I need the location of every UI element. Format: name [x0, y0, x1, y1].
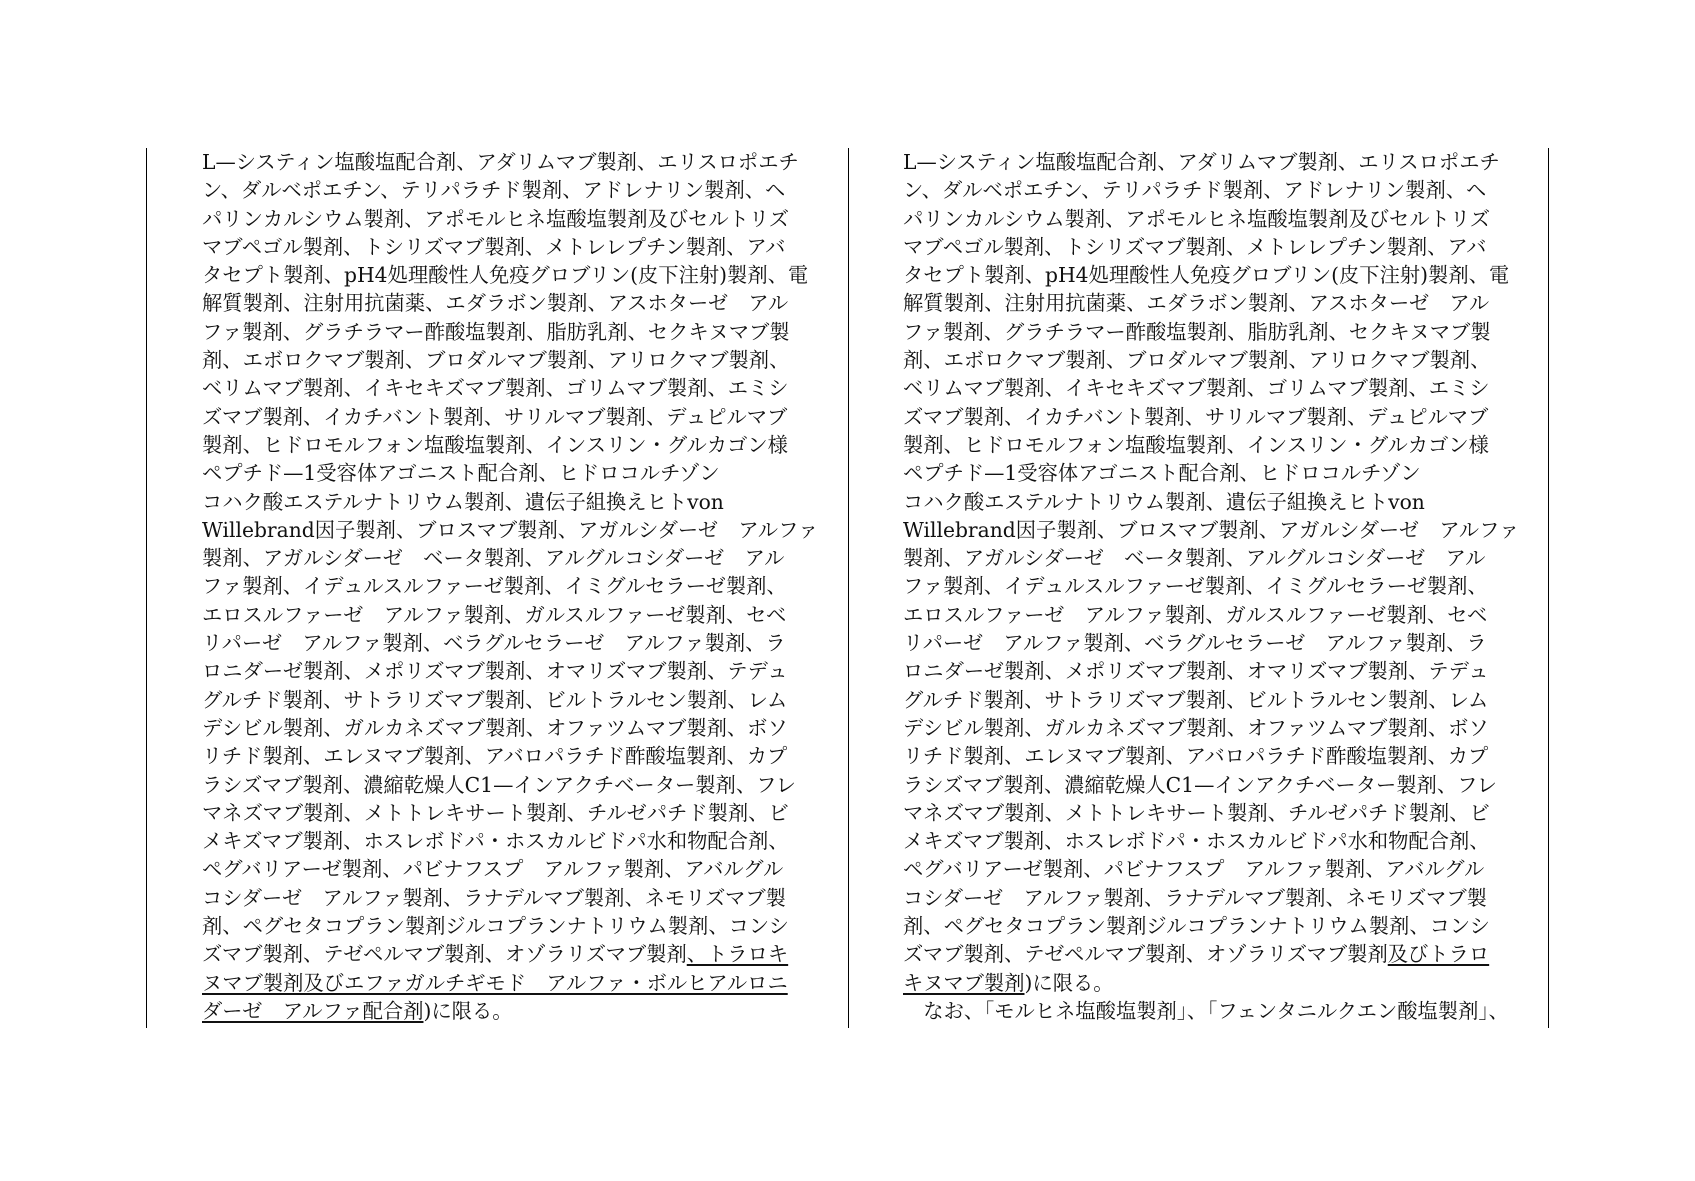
text-segment: 解質製剤、注射用抗菌薬、エダラボン製剤、アスホターゼ アル: [903, 291, 1490, 316]
text-segment: 解質製剤、注射用抗菌薬、エダラボン製剤、アスホターゼ アル: [202, 291, 789, 316]
text-segment: 剤、エボロクマブ製剤、ブロダルマブ製剤、アリロクマブ製剤、: [903, 348, 1491, 373]
text-segment: ペグバリアーゼ製剤、パビナフスプ アルファ製剤、アバルグル: [202, 857, 784, 882]
text-segment: コシダーゼ アルファ製剤、ラナデルマブ製剤、ネモリズマブ製: [202, 885, 786, 910]
text-segment: タセプト製剤、pH4処理酸性人免疫グロブリン(皮下注射)製剤、電: [202, 263, 809, 288]
text-line: [202, 969, 838, 997]
text-segment: エロスルファーゼ アルファ製剤、ガルスルファーゼ製剤、セベ: [903, 602, 1488, 627]
text-line: [903, 855, 1539, 883]
text-line: [202, 572, 838, 600]
text-segment: ロニダーゼ製剤、メポリズマブ製剤、オマリズマブ製剤、テデュ: [202, 659, 788, 684]
text-segment: L—システィン塩酸塩配合剤、アダリムマブ製剤、エリスロポエチ: [903, 150, 1500, 174]
text-segment: パリンカルシウム製剤、アポモルヒネ塩酸塩製剤及びセルトリズ: [202, 206, 790, 231]
text-line: [202, 657, 838, 685]
text-segment: 製剤、ヒドロモルフォン塩酸塩製剤、インスリン・グルカゴン様: [202, 432, 788, 457]
text-line: [202, 148, 838, 176]
text-line: [202, 233, 838, 261]
left-column-text: [202, 148, 838, 1025]
center-divider-rule: [848, 148, 849, 1028]
text-segment: エロスルファーゼ アルファ製剤、ガルスルファーゼ製剤、セベ: [202, 602, 787, 627]
text-segment: 剤、ペグセタコプラン製剤ジルコプランナトリウム製剤、コンシ: [202, 914, 789, 939]
text-segment: 製剤、ヒドロモルフォン塩酸塩製剤、インスリン・グルカゴン様: [903, 432, 1489, 457]
text-line: [903, 997, 1539, 1025]
text-segment: )に限る。: [423, 998, 513, 1023]
text-segment: 製剤、アガルシダーゼ ベータ製剤、アルグルコシダーゼ アル: [202, 546, 785, 571]
underlined-text: キヌマブ製剤: [903, 970, 1025, 995]
text-line: [202, 827, 838, 855]
text-line: [903, 771, 1539, 799]
text-line: [903, 969, 1539, 997]
text-line: [903, 544, 1539, 572]
text-line: [202, 601, 838, 629]
underlined-text: ヌマブ製剤及びエファガルチギモド アルファ・ボルヒアルロニ: [202, 970, 788, 995]
text-segment: メキズマブ製剤、ホスレボドパ・ホスカルビドパ水和物配合剤、: [903, 829, 1490, 854]
text-segment: 剤、ペグセタコプラン製剤ジルコプランナトリウム製剤、コンシ: [903, 914, 1490, 939]
text-line: [903, 686, 1539, 714]
underlined-text: 及びトラロ: [1387, 942, 1490, 967]
text-segment: マブペゴル製剤、トシリズマブ製剤、メトレレプチン製剤、アバ: [202, 234, 786, 259]
text-segment: L—システィン塩酸塩配合剤、アダリムマブ製剤、エリスロポエチ: [202, 150, 799, 174]
text-line: [202, 742, 838, 770]
text-line: [202, 516, 838, 544]
text-line: [202, 176, 838, 204]
text-segment: ラシズマブ製剤、濃縮乾燥人C1—インアクチベーター製剤、フレ: [903, 772, 1497, 797]
text-line: [202, 884, 838, 912]
text-segment: デシビル製剤、ガルカネズマブ製剤、オファツムマブ製剤、ボソ: [202, 715, 788, 740]
text-line: [903, 657, 1539, 685]
underlined-text: ダーゼ アルファ配合剤: [202, 998, 424, 1023]
text-line: [202, 940, 838, 968]
text-segment: ペプチド—1受容体アゴニスト配合剤、ヒドロコルチゾン: [202, 461, 720, 486]
text-segment: ファ製剤、グラチラマー酢酸塩製剤、脂肪乳剤、セクキヌマブ製: [903, 319, 1491, 344]
text-segment: パリンカルシウム製剤、アポモルヒネ塩酸塩製剤及びセルトリズ: [903, 206, 1491, 231]
text-line: [903, 572, 1539, 600]
text-segment: マブペゴル製剤、トシリズマブ製剤、メトレレプチン製剤、アバ: [903, 234, 1487, 259]
text-line: [903, 205, 1539, 233]
text-line: [202, 374, 838, 402]
text-line: [903, 233, 1539, 261]
text-segment: ベリムマブ製剤、イキセキズマブ製剤、ゴリムマブ製剤、エミシ: [202, 376, 789, 401]
text-line: [903, 629, 1539, 657]
text-segment: タセプト製剤、pH4処理酸性人免疫グロブリン(皮下注射)製剤、電: [903, 263, 1510, 288]
text-line: [202, 629, 838, 657]
text-segment: Willebrand因子製剤、ブロスマブ製剤、アガルシダーゼ アルファ: [202, 517, 819, 542]
text-line: [202, 289, 838, 317]
text-segment: デシビル製剤、ガルカネズマブ製剤、オファツムマブ製剤、ボソ: [903, 715, 1489, 740]
text-line: [202, 771, 838, 799]
text-line: [903, 799, 1539, 827]
left-border-rule: [146, 148, 147, 1028]
text-line: [202, 799, 838, 827]
text-segment: ン、ダルベポエチン、テリパラチド製剤、アドレナリン製剤、ヘ: [202, 178, 786, 203]
text-line: [202, 403, 838, 431]
text-segment: ファ製剤、イデュルスルファーゼ製剤、イミグルセラーゼ製剤、: [202, 574, 787, 599]
text-line: [202, 261, 838, 289]
text-line: [903, 714, 1539, 742]
text-segment: ズマブ製剤、テゼペルマブ製剤、オゾラリズマブ製剤: [903, 942, 1388, 967]
text-segment: マネズマブ製剤、メトトレキサート製剤、チルゼパチド製剤、ビ: [202, 800, 789, 825]
text-segment: コハク酸エステルナトリウム製剤、遺伝子組換えヒトvon: [903, 489, 1425, 514]
text-line: [903, 346, 1539, 374]
text-segment: リチド製剤、エレヌマブ製剤、アバロパラチド酢酸塩製剤、カプ: [903, 744, 1489, 769]
text-segment: コハク酸エステルナトリウム製剤、遺伝子組換えヒトvon: [202, 489, 724, 514]
text-segment: ロニダーゼ製剤、メポリズマブ製剤、オマリズマブ製剤、テデュ: [903, 659, 1489, 684]
text-line: [202, 714, 838, 742]
text-segment: ズマブ製剤、イカチバント製剤、サリルマブ製剤、デュピルマブ: [903, 404, 1489, 429]
text-line: [202, 431, 838, 459]
text-segment: )に限る。: [1024, 970, 1114, 995]
text-line: [903, 459, 1539, 487]
text-line: [202, 488, 838, 516]
text-segment: ン、ダルベポエチン、テリパラチド製剤、アドレナリン製剤、ヘ: [903, 178, 1487, 203]
text-line: [903, 261, 1539, 289]
text-line: [202, 686, 838, 714]
text-line: [202, 459, 838, 487]
text-segment: ファ製剤、イデュルスルファーゼ製剤、イミグルセラーゼ製剤、: [903, 574, 1488, 599]
right-border-rule: [1548, 148, 1549, 1028]
text-line: [903, 403, 1539, 431]
text-segment: メキズマブ製剤、ホスレボドパ・ホスカルビドパ水和物配合剤、: [202, 829, 789, 854]
text-segment: ラシズマブ製剤、濃縮乾燥人C1—インアクチベーター製剤、フレ: [202, 772, 796, 797]
text-segment: ペグバリアーゼ製剤、パビナフスプ アルファ製剤、アバルグル: [903, 857, 1485, 882]
text-line: [903, 516, 1539, 544]
underlined-text: 、トラロキ: [686, 942, 789, 967]
text-line: [202, 205, 838, 233]
text-segment: リパーゼ アルファ製剤、ベラグルセラーゼ アルファ製剤、ラ: [202, 631, 786, 656]
text-line: [903, 431, 1539, 459]
text-line: [903, 827, 1539, 855]
text-segment: コシダーゼ アルファ製剤、ラナデルマブ製剤、ネモリズマブ製: [903, 885, 1487, 910]
text-segment: 剤、エボロクマブ製剤、ブロダルマブ製剤、アリロクマブ製剤、: [202, 348, 790, 373]
text-segment: 製剤、アガルシダーゼ ベータ製剤、アルグルコシダーゼ アル: [903, 546, 1486, 571]
text-line: [903, 940, 1539, 968]
text-line: [903, 601, 1539, 629]
text-segment: ズマブ製剤、イカチバント製剤、サリルマブ製剤、デュピルマブ: [202, 404, 788, 429]
text-line: [903, 912, 1539, 940]
text-line: [202, 318, 838, 346]
text-segment: ファ製剤、グラチラマー酢酸塩製剤、脂肪乳剤、セクキヌマブ製: [202, 319, 790, 344]
text-segment: ズマブ製剤、テゼペルマブ製剤、オゾラリズマブ製剤: [202, 942, 687, 967]
text-line: [903, 318, 1539, 346]
text-segment: マネズマブ製剤、メトトレキサート製剤、チルゼパチド製剤、ビ: [903, 800, 1490, 825]
text-line: [903, 176, 1539, 204]
text-segment: グルチド製剤、サトラリズマブ製剤、ビルトラルセン製剤、レム: [903, 687, 1489, 712]
text-line: [903, 488, 1539, 516]
text-segment: グルチド製剤、サトラリズマブ製剤、ビルトラルセン製剤、レム: [202, 687, 788, 712]
text-segment: リチド製剤、エレヌマブ製剤、アバロパラチド酢酸塩製剤、カプ: [202, 744, 788, 769]
text-segment: ベリムマブ製剤、イキセキズマブ製剤、ゴリムマブ製剤、エミシ: [903, 376, 1490, 401]
text-segment: ペプチド—1受容体アゴニスト配合剤、ヒドロコルチゾン: [903, 461, 1421, 486]
text-line: [202, 346, 838, 374]
text-line: [202, 855, 838, 883]
text-line: [903, 148, 1539, 176]
text-segment: なお、「モルヒネ塩酸塩製剤」、「フェンタニルクエン酸塩製剤」、: [903, 998, 1509, 1023]
text-line: [903, 289, 1539, 317]
text-line: [903, 742, 1539, 770]
text-line: [202, 912, 838, 940]
text-line: [202, 997, 838, 1025]
text-line: [903, 374, 1539, 402]
text-line: [903, 884, 1539, 912]
text-segment: リパーゼ アルファ製剤、ベラグルセラーゼ アルファ製剤、ラ: [903, 631, 1487, 656]
text-line: [202, 544, 838, 572]
text-segment: Willebrand因子製剤、ブロスマブ製剤、アガルシダーゼ アルファ: [903, 517, 1520, 542]
right-column-text: [903, 148, 1539, 1025]
